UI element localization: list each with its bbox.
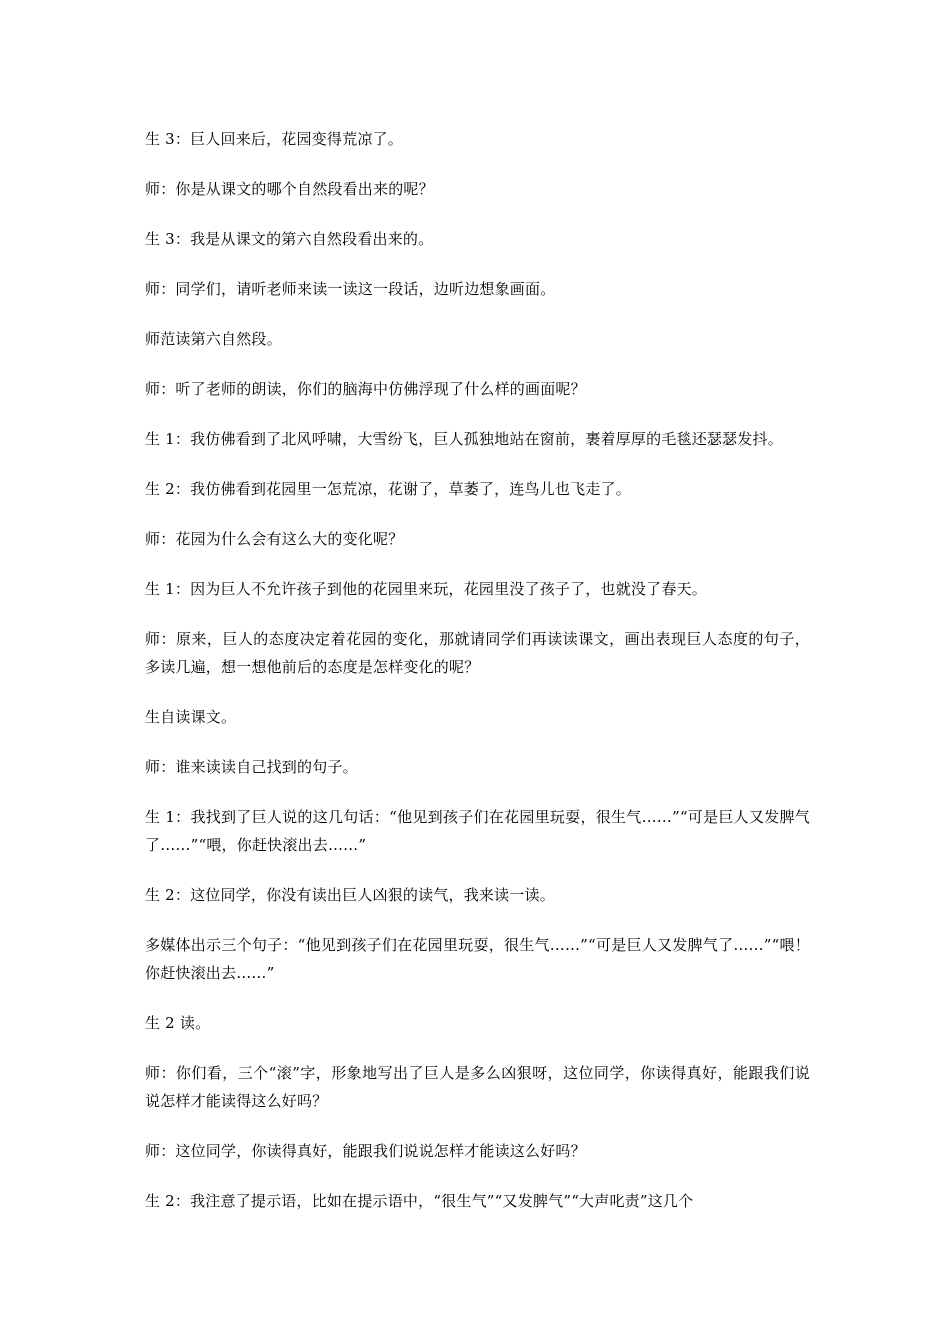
document-body <box>145 125 810 1237</box>
paragraph: 师：听了老师的朗读，你们的脑海中仿佛浮现了什么样的画面呢？ <box>145 380 586 398</box>
paragraph: 生 3：我是从课文的第六自然段看出来的。 <box>145 230 434 248</box>
paragraph: 生 1：我找到了巨人说的这几句话：“他见到孩子们在花园里玩耍，很生气……”“可是巨人又发脾气了……”“喂，你赶快滚出去……” <box>145 808 810 854</box>
paragraph: 师：同学们，请听老师来读一读这一段话，边听边想象画面。 <box>145 280 556 298</box>
paragraph: 师：你是从课文的哪个自然段看出来的呢？ <box>145 180 434 198</box>
paragraph: 生 2 读。 <box>145 1014 211 1032</box>
paragraph: 师：你们看，三个“滚”字，形象地写出了巨人是多么凶狠呀，这位同学，你读得真好，能跟我们说说怎样才能读得这么好吗？ <box>145 1064 810 1110</box>
paragraph: 师：花园为什么会有这么大的变化呢？ <box>145 530 404 548</box>
paragraph: 师范读第六自然段。 <box>145 330 282 348</box>
paragraph: 生 1：因为巨人不允许孩子到他的花园里来玩，花园里没了孩子了，也就没了春天。 <box>145 580 707 598</box>
paragraph: 生 2：我注意了提示语，比如在提示语中，“很生气”“又发脾气”“大声叱责”这几个 <box>145 1192 694 1210</box>
paragraph: 生 3：巨人回来后，花园变得荒凉了。 <box>145 130 403 148</box>
paragraph: 生 2：这位同学，你没有读出巨人凶狠的读气，我来读一读。 <box>145 886 555 904</box>
paragraph: 师：原来，巨人的态度决定着花园的变化，那就请同学们再读读课文，画出表现巨人态度的句子，多读几遍，想一想他前后的态度是怎样变化的呢？ <box>145 630 810 676</box>
paragraph: 师：这位同学，你读得真好，能跟我们说说怎样才能读这么好吗？ <box>145 1142 586 1160</box>
paragraph: 生 1：我仿佛看到了北风呼啸，大雪纷飞，巨人孤独地站在窗前，裹着厚厚的毛毯还瑟瑟发抖。 <box>145 430 783 448</box>
paragraph: 生 2：我仿佛看到花园里一怎荒凉，花谢了，草萎了，连鸟儿也飞走了。 <box>145 480 631 498</box>
paragraph: 生自读课文。 <box>145 708 237 726</box>
paragraph: 多媒体出示三个句子：“他见到孩子们在花园里玩耍，很生气……”“可是巨人又发脾气了……”“喂！你赶快滚出去……” <box>145 936 810 982</box>
paragraph: 师：谁来读读自己找到的句子。 <box>145 758 358 776</box>
